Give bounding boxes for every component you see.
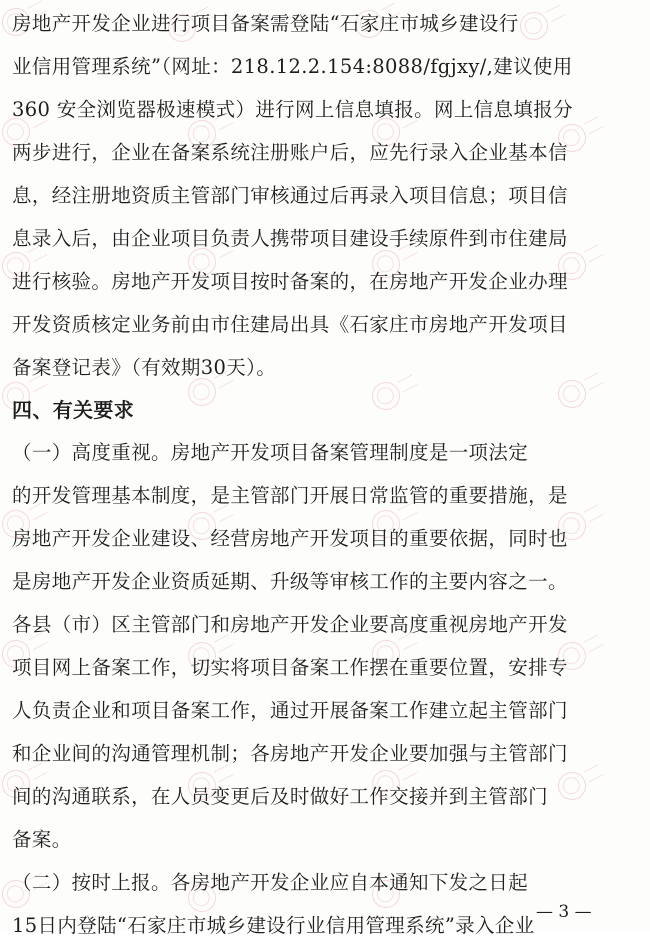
body-text-line: 备案登记表》（有效期30天）。	[12, 356, 277, 379]
body-text-line: 进行核验。房地产开发项目按时备案的，在房地产开发企业办理	[12, 270, 568, 293]
body-text-line: （一）高度重视。房地产开发项目备案管理制度是一项法定	[12, 441, 529, 464]
body-text-line: 的开发管理基本制度，是主管部门开展日常监管的重要措施，是	[12, 484, 568, 507]
watermark-seal	[367, 377, 405, 415]
body-text-line: 间的沟通联系，在人员变更后及时做好工作交接并到主管部门	[12, 785, 548, 808]
body-text-line: 是房地产开发企业资质延期、升级等审核工作的主要内容之一。	[12, 570, 568, 593]
body-text-line: 和企业间的沟通管理机制；各房地产开发企业要加强与主管部门	[12, 742, 568, 765]
body-text-line: 房地产开发企业建设、经营房地产开发项目的重要依据，同时也	[12, 527, 568, 550]
watermark-seal	[553, 375, 591, 413]
page-number: — 3 —	[536, 902, 592, 922]
body-text-line: 息录入后，由企业项目负责人携带项目建设手续原件到市住建局	[12, 227, 568, 250]
watermark-seal	[553, 767, 591, 805]
body-text-line: 各县（市）区主管部门和房地产开发企业要高度重视房地产开发	[12, 613, 568, 636]
body-text-line: 360 安全浏览器极速模式）进行网上信息填报。网上信息填报分	[12, 98, 573, 121]
section-heading: 四、有关要求	[12, 398, 135, 422]
body-text-line: 息，经注册地资质主管部门审核通过后再录入项目信息；项目信	[12, 184, 568, 207]
body-text-line: 备案。	[12, 828, 72, 851]
body-text-line: 两步进行，企业在备案系统注册账户后，应先行录入企业基本信	[12, 141, 568, 164]
body-text-line: 业信用管理系统”（网址：218.12.2.154:8088/fgjxy/,建议使用	[12, 55, 573, 78]
body-text-line: 15日内登陆“石家庄市城乡建设行业信用管理系统”录入企业	[12, 914, 535, 937]
body-text-line: 人负责企业和项目备案工作，通过开展备案工作建立起主管部门	[12, 699, 568, 722]
body-text-line: 开发资质核定业务前由市住建局出具《石家庄市房地产开发项目	[12, 313, 568, 336]
body-text-line: 项目网上备案工作，切实将项目备案工作摆在重要位置，安排专	[12, 656, 568, 679]
watermark-seal	[515, 7, 553, 45]
body-text-line: 房地产开发企业进行项目备案需登陆“石家庄市城乡建设行	[12, 12, 519, 35]
body-text-line: （二）按时上报。各房地产开发企业应自本通知下发之日起	[12, 871, 529, 894]
